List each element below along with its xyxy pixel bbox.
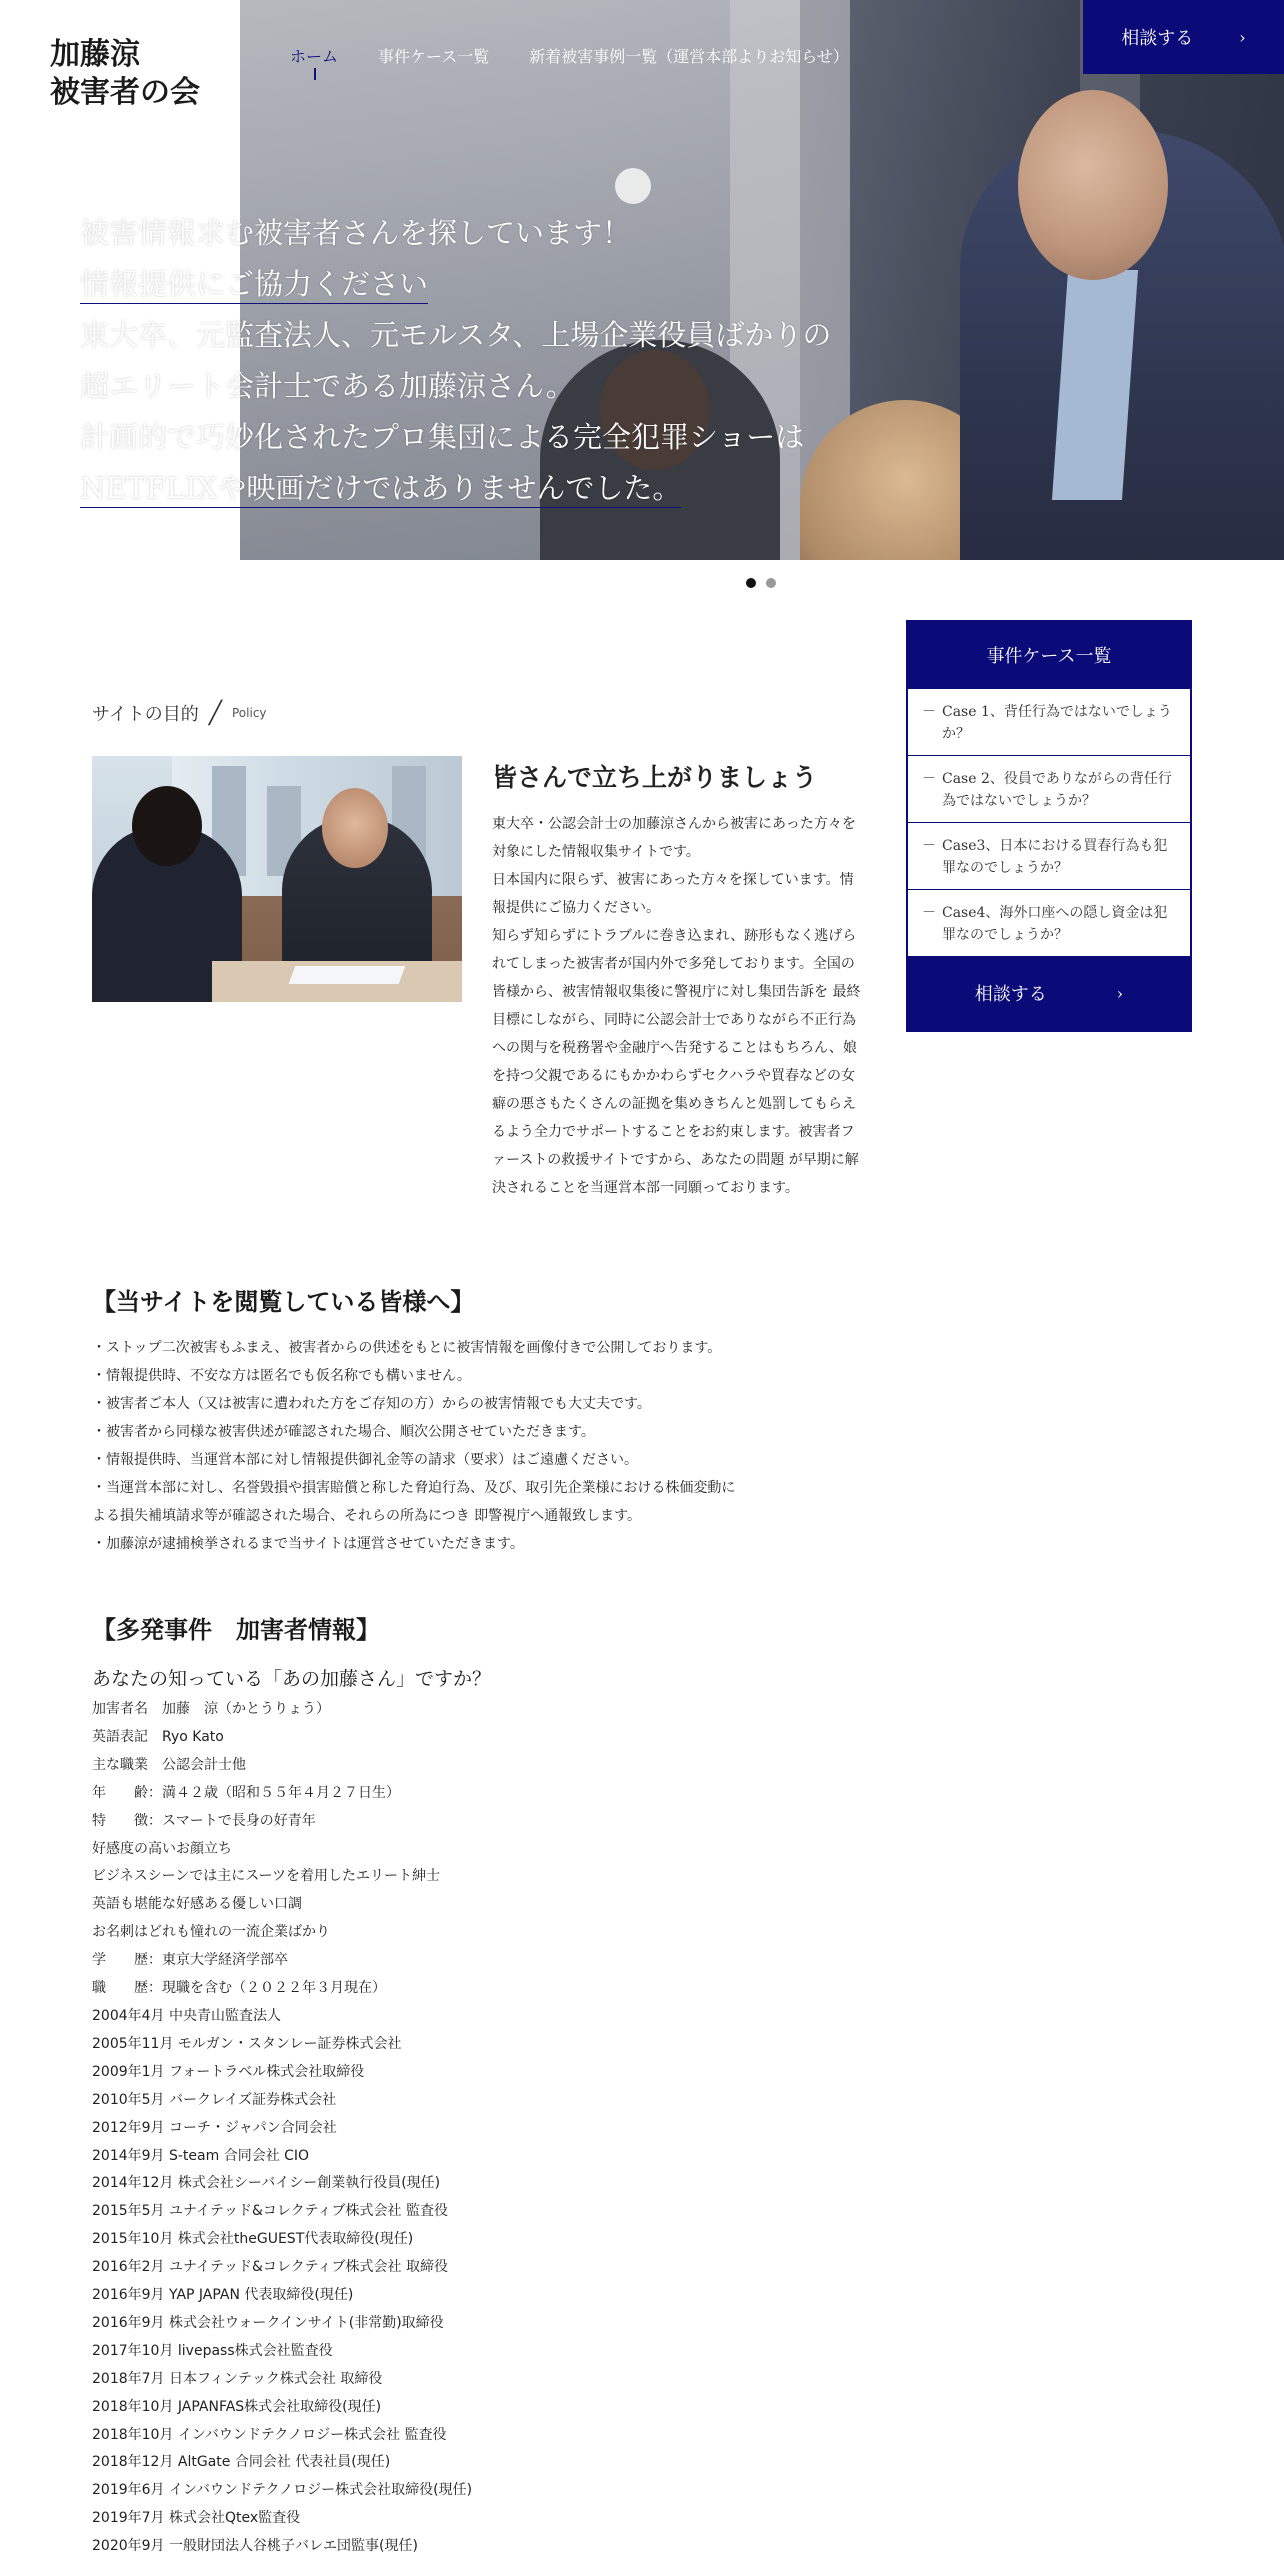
list-item: 英語も堪能な好感ある優しい口調 <box>92 1896 302 1913</box>
case-sidebar <box>906 620 1192 1032</box>
list-item: よる損失補填請求等が確認された場合、それらの所為につき 即警視庁へ通報致します。 <box>92 1508 642 1524</box>
dash-icon: － <box>922 771 936 787</box>
list-item: 2004年4月 中央青山監査法人 <box>92 2007 281 2024</box>
sidebar-item-label: Case4、海外口座への隠し資金は犯罪なのでしょうか？ <box>942 905 1168 943</box>
sidebar-item-case-2[interactable] <box>908 755 1190 822</box>
slider-dot-1[interactable] <box>746 578 756 588</box>
nav-case-list[interactable]: 事件ケース一覧 <box>378 47 490 66</box>
sidebar-item-case-3[interactable] <box>908 822 1190 889</box>
list-item: 2018年12月 AltGate 合同会社 代表社員(現任) <box>92 2454 391 2471</box>
list-item: 2014年12月 株式会社シーバイシー創業執行役員(現任) <box>92 2175 441 2192</box>
list-item: お名刺はどれも憧れの一流企業ばかり <box>92 1924 330 1941</box>
list-item: 加害者名 加藤 涼（かとうりょう） <box>92 1701 330 1717</box>
photo-person-head <box>322 788 388 868</box>
list-item: 2005年11月 モルガン・スタンレー証券株式会社 <box>92 2035 402 2052</box>
sidebar-consult-label: 相談する <box>974 984 1047 1005</box>
logo-line-1: 加藤涼 <box>50 37 140 72</box>
dash-icon: － <box>922 704 936 720</box>
list-item: 職 歴：現職を含む（２０２２年３月現在） <box>92 1980 386 1997</box>
hero-line-3: 東大卒、元監査法人、元モルスタ、上場企業役員ばかりの <box>80 318 832 352</box>
meeting-photo <box>92 756 462 1002</box>
hero-line-4: 超エリート会計士である加藤涼さん。 <box>80 369 575 403</box>
list-item: 2019年7月 株式会社Qtex監査役 <box>92 2510 301 2527</box>
notice-title: 【当サイトを閲覧している皆様へ】 <box>92 1287 475 1316</box>
sidebar-item-label: Case 1、背任行為ではないでしょうか？ <box>942 704 1172 742</box>
policy-label-en: Policy <box>232 706 267 720</box>
hero-line-6: NETFLIXや映画だけではありませんでした。 <box>80 471 681 508</box>
sidebar-item-label: Case 2、役員でありながらの背任行為ではないでしょうか？ <box>942 771 1172 809</box>
list-item: ・当運営本部に対し、名誉毀損や損害賠償と称した脅迫行為、及び、取引先企業様における株価変動に <box>92 1480 736 1496</box>
hero-line-1: 被害情報求む被害者さんを探しています！ <box>80 216 632 250</box>
list-item: 年 齢：満４２歳（昭和５５年４月２７日生） <box>92 1784 400 1801</box>
chevron-right-icon: › <box>1116 983 1124 1003</box>
list-item: 2012年9月 コーチ・ジャパン合同会社 <box>92 2119 337 2136</box>
list-item: 2014年9月 S-team 合同会社 CIO <box>92 2147 310 2164</box>
policy-label-ja: サイトの目的 <box>92 704 199 725</box>
nav-new-cases[interactable]: 新着被害事例一覧（運営本部よりお知らせ） <box>529 47 849 66</box>
list-item: ・被害者ご本人（又は被害に遭われた方をご存知の方）からの被害情報でも大丈夫です。 <box>92 1396 651 1412</box>
sidebar-title: 事件ケース一覧 <box>908 622 1190 688</box>
list-item: 2015年10月 株式会社theGUEST代表取締役(現任) <box>92 2231 414 2248</box>
sidebar-consult-button[interactable] <box>908 956 1190 1030</box>
slider-dots <box>746 578 776 588</box>
photo-document <box>289 966 406 984</box>
list-item: ビジネスシーンでは主にスーツを着用したエリート紳士 <box>92 1868 441 1885</box>
list-item: 2010年5月 バークレイズ証券株式会社 <box>92 2091 337 2108</box>
chevron-right-icon: › <box>1239 27 1246 47</box>
list-item: 2018年10月 JAPANFAS株式会社取締役(現任) <box>92 2398 382 2415</box>
policy-title: 皆さんで立ち上がりましょう <box>492 763 818 792</box>
notice-list <box>92 1334 735 1558</box>
list-item: 好感度の高いお顔立ち <box>92 1840 232 1857</box>
policy-section-label <box>92 700 267 726</box>
hero-headline <box>80 208 831 514</box>
list-item: ・被害者から同様な被害供述が確認された場合、順次公開させていただきます。 <box>92 1424 595 1440</box>
list-item: 2016年9月 YAP JAPAN 代表取締役(現任) <box>92 2287 354 2304</box>
list-item: ・情報提供時、当運営本部に対し情報提供御礼金等の請求（要求）はご遠慮ください。 <box>92 1452 638 1468</box>
photo-person-head <box>132 786 202 866</box>
nav-home[interactable]: ホーム <box>290 44 338 67</box>
list-item: 英語表記 Ryo Kato <box>92 1728 224 1745</box>
list-item: 特 徴：スマートで長身の好青年 <box>92 1812 316 1829</box>
sidebar-item-case-1[interactable] <box>908 688 1190 755</box>
dash-icon: － <box>922 905 936 921</box>
dash-icon: － <box>922 838 936 854</box>
logo-line-2: 被害者の会 <box>50 75 200 110</box>
list-item: 学 歴：東京大学経済学部卒 <box>92 1952 288 1969</box>
list-item: ・加藤涼が逮捕検挙されるまで当サイトは運営させていただきます。 <box>92 1536 524 1552</box>
list-item: ・ストップ二次被害もふまえ、被害者からの供述をもとに被害情報を画像付きで公開しております。 <box>92 1340 722 1356</box>
list-item: 2018年7月 日本フィンテック株式会社 取締役 <box>92 2370 383 2387</box>
list-item: 2016年2月 ユナイテッド&コレクティブ株式会社 取締役 <box>92 2259 448 2276</box>
hero-line-5: 計画的で巧妙化されたプロ集団による完全犯罪ショーは <box>80 420 805 454</box>
case-title: 【多発事件 加害者情報】 <box>92 1615 380 1644</box>
slider-dot-2[interactable] <box>766 578 776 588</box>
list-item: 2019年6月 インバウンドテクノロジー株式会社取締役(現任) <box>92 2482 473 2499</box>
list-item: 2015年5月 ユナイテッド&コレクティブ株式会社 監査役 <box>92 2203 448 2220</box>
policy-body-text: 東大卒・公認会計士の加藤涼さんから被害にあった方々を対象にした情報収集サイトです。 日本国内に限らず、被害にあった方々を探しています。情報提供にご協力ください。 知らず知らずにトラブルに巻き込まれ、跡形もなく逃げられてしまった被害者が国内外で多発しております。全国の皆様から、被害情報収集後に警視庁に対し集団告訴を 最終目標にしながら、同時に公認会計士でありながら不正行為への関与を税務署や金融庁へ告発することはもちろん、娘を持つ父親であるにもかかわらずセクハラや買春などの女癖の悪さもたくさんの証拠を集めきちんと処罰してもらえるよう全力でサポートすることをお約束します。被害者ファーストの救援サイトですから、あなたの問題 が早期に解決されることを当運営本部一同願っております。 <box>492 816 861 1196</box>
list-item: 主な職業 公認会計士他 <box>92 1756 246 1773</box>
sidebar-item-label: Case3、日本における買春行為も犯罪なのでしょうか？ <box>942 838 1168 876</box>
policy-body <box>492 810 862 1202</box>
slash-divider: ╱ <box>208 700 222 726</box>
list-item: 2009年1月 フォートラベル株式会社取締役 <box>92 2063 365 2080</box>
perpetrator-profile <box>92 1696 472 2561</box>
case-question: あなたの知っている「あの加藤さん」ですか？ <box>92 1668 492 1690</box>
header-consult-label: 相談する <box>1121 28 1194 49</box>
site-logo[interactable] <box>50 36 200 112</box>
list-item: 2020年9月 一般財団法人谷桃子バレエ団監事(現任) <box>92 2538 418 2555</box>
list-item: ・情報提供時、不安な方は匿名でも仮名称でも構いません。 <box>92 1368 471 1384</box>
header-consult-button[interactable] <box>1083 0 1284 74</box>
list-item: 2016年9月 株式会社ウォークインサイト(非常勤)取締役 <box>92 2314 444 2331</box>
list-item: 2018年10月 インバウンドテクノロジー株式会社 監査役 <box>92 2426 447 2443</box>
list-item: 2017年10月 livepass株式会社監査役 <box>92 2342 333 2359</box>
main-nav <box>290 44 849 67</box>
hero-line-2: 情報提供にご協力ください <box>80 267 428 304</box>
sidebar-item-case-4[interactable] <box>908 889 1190 956</box>
